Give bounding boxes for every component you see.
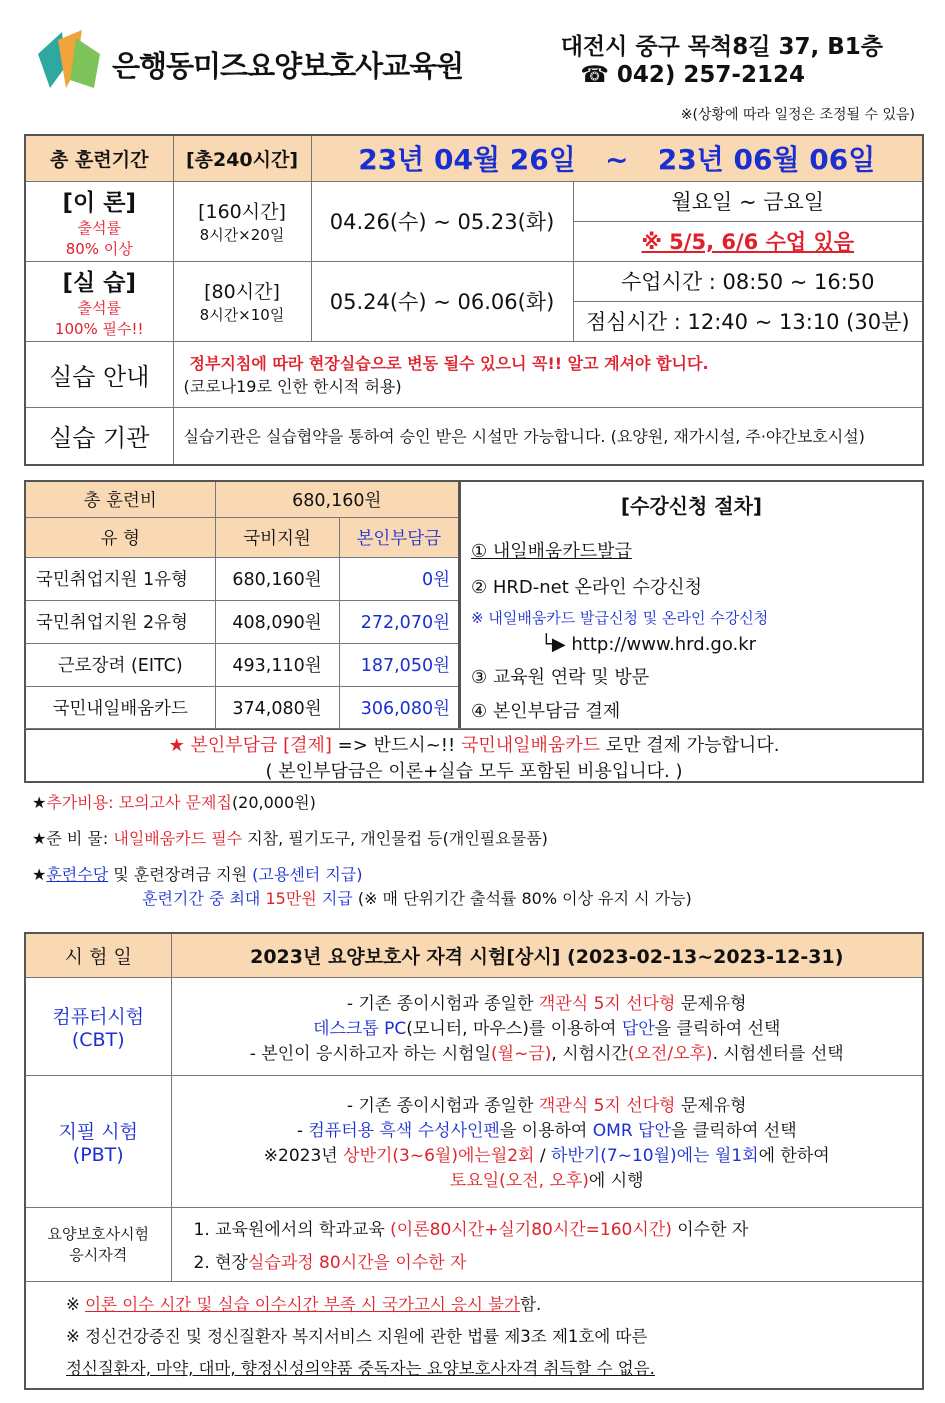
theory-label: [이 론] 출석률 80% 이상 [25,181,173,261]
cbt-label: 컴퓨터시험 (CBT) [25,977,171,1075]
telephone-icon: ☎ [580,62,617,88]
practice-guide-text: 정부지침에 따라 현장실습으로 변동 될수 있으니 꼭!! 알고 계셔야 합니다. (코로나19로 인한 한시적 허용) [173,341,923,407]
theory-dates: 04.26(수) ~ 05.23(화) [311,181,573,261]
col-gov: 국비지원 [215,517,339,557]
practice-hours: [80시간] 8시간×10일 [173,261,311,341]
procedure-title: [수강신청 절차] [620,494,763,518]
procedure-step-3: ③ 교육원 연락 및 방문 [471,667,650,688]
total-hours: [총240시간] [173,135,311,181]
lunch-time: 점심시간 : 12:40 ~ 13:10 (30분) [573,301,923,341]
fee-row: 국민취업지원 2유형 408,090원 272,070원 [25,600,459,643]
total-period-label: 총 훈련기간 [25,135,173,181]
fee-row: 국민내일배움카드 374,080원 306,080원 [25,686,459,729]
training-allowance: ★훈련수당 및 훈련장려금 지원 (고용센터 지급) [32,865,363,884]
exam-title: 2023년 요양보호사 자격 시험[상시] (2023-02-13~2023-12-31) [171,933,923,977]
total-period: 23년 04월 26일 ~ 23년 06월 06일 [311,135,923,181]
header [0,0,945,128]
phone: ☎ 042) 257-2124 [580,62,805,88]
class-days: 월요일 ~ 금요일 [573,181,923,221]
fee-table [24,480,460,730]
total-fee-value: 680,160원 [215,481,459,517]
exam-table [24,932,924,1390]
procedure-step-1: ① 내일배움카드발급 [471,541,632,562]
exam-label: 시 험 일 [25,933,171,977]
col-self: 본인부담금 [339,517,459,557]
col-type: 유 형 [25,517,215,557]
procedure-step-2-note: ※ 내일배움카드 발급신청 및 온라인 수강신청 [471,609,769,627]
enrollment-procedure [460,480,924,730]
exam-warnings: ※ 이론 이수 시간 및 실습 이수시간 부족 시 국가고시 응시 불가함. ※ 정신건강증진 및 정신질환자 복지서비스 지원에 관한 법률 제3조 제1호에 따른 정신질환자, 마약, 대마, 향정신성의약품 중독자는 요양보호사자격 취득할 수 없음. [25,1281,923,1389]
qualification-label: 요양보호사시험 응시자격 [25,1207,171,1281]
payment-note: ( 본인부담금은 이론+실습 모두 포함된 비용입니다. ) [265,761,683,782]
fee-row: 근로장려 (EITC) 493,110원 187,050원 [25,643,459,686]
logo-icon [36,30,106,90]
hrd-link[interactable]: └▶ http://www.hrd.go.kr [541,634,757,655]
procedure-step-2: ② HRD-net 온라인 수강신청 [471,577,702,598]
allowance-detail: 훈련기간 중 최대 15만원 지급 (※ 매 단위기간 출석률 80% 이상 유지 시 가능) [142,889,692,908]
practice-institution-text: 실습기관은 실습협약을 통하여 승인 받은 시설만 가능합니다. (요양원, 재가시설, 주·야간보호시설) [173,407,923,465]
pbt-label: 지필 시험 (PBT) [25,1075,171,1207]
org-name: 은행동미즈요양보호사교육원 [112,49,464,83]
practice-label: [실 습] 출석률 100% 필수!! [25,261,173,341]
practice-institution-label: 실습 기관 [25,407,173,465]
fee-row: 국민취업지원 1유형 680,160원 0원 [25,557,459,600]
schedule-note: ※(상황에 따라 일정은 조정될 수 있음) [680,107,915,123]
pbt-description: - 기존 종이시험과 종일한 객관식 5지 선다형 문제유형 - 컴퓨터용 흑색 수성사인펜을 이용하여 OMR 답안을 클릭하여 선택 ※2023년 상반기(3~6월)에는월2회 / 하반기(7~10월)에는 월1회에 한하여 토요일(오전, 오후)에 시행 [171,1075,923,1207]
procedure-step-4: ④ 본인부담금 결제 [471,701,621,722]
practice-guide-label: 실습 안내 [25,341,173,407]
cbt-description: - 기존 종이시험과 종일한 객관식 5지 선다형 문제유형 데스크톱 PC(모니터, 마우스)를 이용하여 답안을 클릭하여 선택 - 본인이 응시하고자 하는 시험일(월~금), 시험시간(오전/오후). 시험센터를 선택 [171,977,923,1075]
practice-dates: 05.24(수) ~ 06.06(화) [311,261,573,341]
supplies: ★준 비 물: 내일배움카드 필수 지참, 필기도구, 개인물컵 등(개인필요물품) [32,829,548,848]
theory-hours: [160시간] 8시간×20일 [173,181,311,261]
holiday-note: ※ 5/5, 6/6 수업 있음 [573,221,923,261]
class-time: 수업시간 : 08:50 ~ 16:50 [573,261,923,301]
schedule-table [24,134,924,466]
extra-cost: ★추가비용: 모의고사 문제집(20,000원) [32,793,316,812]
qualification-text: 1. 교육원에서의 학과교육 (이론80시간+실기80시간=160시간) 이수한 자 2. 현장실습과정 80시간을 이수한 자 [171,1207,923,1281]
payment-notice: ★ 본인부담금 [결제] => 반드시~!! 국민내일배움카드 로만 결제 가능합니다. ( 본인부담금은 이론+실습 모두 포함된 비용입니다. ) [24,728,924,783]
total-fee-label: 총 훈련비 [25,481,215,517]
address: 대전시 중구 목척8길 37, B1층 [560,34,883,60]
